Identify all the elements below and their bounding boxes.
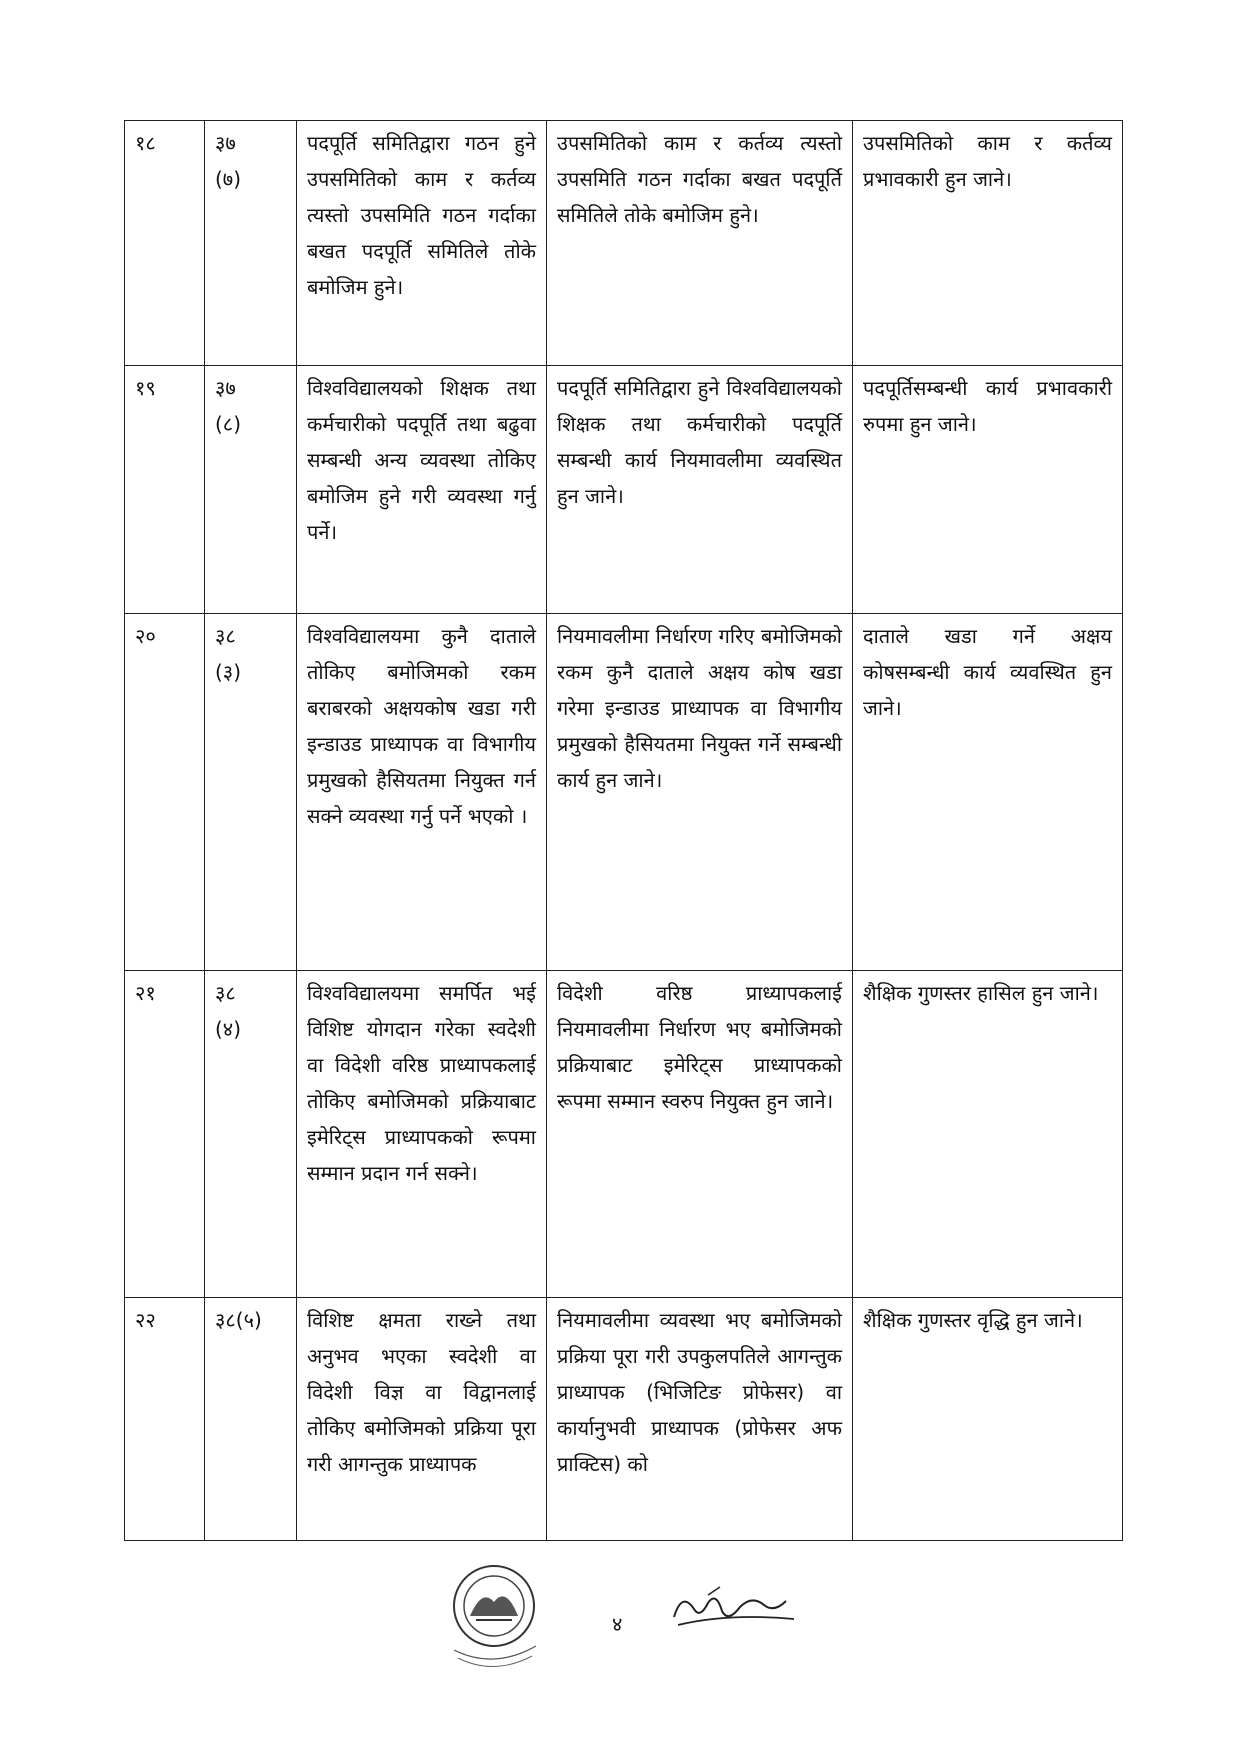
- outcome-cell: शैक्षिक गुणस्तर हासिल हुन जाने।: [853, 971, 1123, 1298]
- table-row: [125, 121, 1123, 366]
- table-row: [125, 971, 1123, 1298]
- arrangement-cell: पदपूर्ति समितिद्वारा हुने विश्वविद्यालयको शिक्षक तथा कर्मचारीको पदपूर्ति सम्बन्धी कार्य नियमावलीमा व्यवस्थित हुन जाने।: [547, 366, 853, 614]
- government-seal-icon: [440, 1558, 548, 1670]
- outcome-cell: पदपूर्तिसम्बन्धी कार्य प्रभावकारी रुपमा हुन जाने।: [853, 366, 1123, 614]
- section-cell: ३७ (७): [205, 121, 297, 366]
- outcome-cell: दाताले खडा गर्ने अक्षय कोषसम्बन्धी कार्य व्यवस्थित हुन जाने।: [853, 614, 1123, 971]
- serial-number-cell: २२: [125, 1298, 205, 1541]
- table-row: [125, 366, 1123, 614]
- section-cell: ३८ (३): [205, 614, 297, 971]
- section-cell: ३७ (८): [205, 366, 297, 614]
- provision-cell: विशिष्ट क्षमता राख्ने तथा अनुभव भएका स्वदेशी वा विदेशी विज्ञ वा विद्वानलाई तोकिए बमोजिमको प्रक्रिया पूरा गरी आगन्तुक प्राध्यापक: [297, 1298, 547, 1541]
- arrangement-cell: विदेशी वरिष्ठ प्राध्यापकलाई नियमावलीमा निर्धारण भए बमोजिमको प्रक्रियाबाट इमेरिट्स प्राध्यापकको रूपमा सम्मान स्वरुप नियुक्त हुन जाने।: [547, 971, 853, 1298]
- section-cell: ३८(५): [205, 1298, 297, 1541]
- arrangement-cell: नियमावलीमा व्यवस्था भए बमोजिमको प्रक्रिया पूरा गरी उपकुलपतिले आगन्तुक प्राध्यापक (भिजिटिङ प्रोफेसर) वा कार्यानुभवी प्राध्यापक (प्रोफेसर अफ प्राक्टिस) को: [547, 1298, 853, 1541]
- serial-number-cell: २०: [125, 614, 205, 971]
- provision-cell: विश्वविद्यालयमा कुनै दाताले तोकिए बमोजिमको रकम बराबरको अक्षयकोष खडा गरी इन्डाउड प्राध्यापक वा विभागीय प्रमुखको हैसियतमा नियुक्त गर्न सक्ने व्यवस्था गर्नु पर्ने भएको ।: [297, 614, 547, 971]
- arrangement-cell: उपसमितिको काम र कर्तव्य त्यस्तो उपसमिति गठन गर्दाका बखत पदपूर्ति समितिले तोके बमोजिम हुने।: [547, 121, 853, 366]
- outcome-cell: शैक्षिक गुणस्तर वृद्धि हुन जाने।: [853, 1298, 1123, 1541]
- page-number: ४: [612, 1612, 623, 1636]
- comparison-table: [124, 120, 1123, 1541]
- table-row: [125, 1298, 1123, 1541]
- serial-number-cell: २१: [125, 971, 205, 1298]
- table-row: [125, 614, 1123, 971]
- provision-cell: विश्वविद्यालयको शिक्षक तथा कर्मचारीको पदपूर्ति तथा बढुवा सम्बन्धी अन्य व्यवस्था तोकिए बमोजिम हुने गरी व्यवस्था गर्नु पर्ने।: [297, 366, 547, 614]
- signature-icon: [668, 1583, 798, 1633]
- section-cell: ३८ (४): [205, 971, 297, 1298]
- serial-number-cell: १९: [125, 366, 205, 614]
- outcome-cell: उपसमितिको काम र कर्तव्य प्रभावकारी हुन जाने।: [853, 121, 1123, 366]
- provision-cell: विश्वविद्यालयमा समर्पित भई विशिष्ट योगदान गरेका स्वदेशी वा विदेशी वरिष्ठ प्राध्यापकलाई तोकिए बमोजिमको प्रक्रियाबाट इमेरिट्स प्राध्यापकको रूपमा सम्मान प्रदान गर्न सक्ने।: [297, 971, 547, 1298]
- provision-cell: पदपूर्ति समितिद्वारा गठन हुने उपसमितिको काम र कर्तव्य त्यस्तो उपसमिति गठन गर्दाका बखत पदपूर्ति समितिले तोके बमोजिम हुने।: [297, 121, 547, 366]
- serial-number-cell: १८: [125, 121, 205, 366]
- arrangement-cell: नियमावलीमा निर्धारण गरिए बमोजिमको रकम कुनै दाताले अक्षय कोष खडा गरेमा इन्डाउड प्राध्यापक वा विभागीय प्रमुखको हैसियतमा नियुक्त गर्ने सम्बन्धी कार्य हुन जाने।: [547, 614, 853, 971]
